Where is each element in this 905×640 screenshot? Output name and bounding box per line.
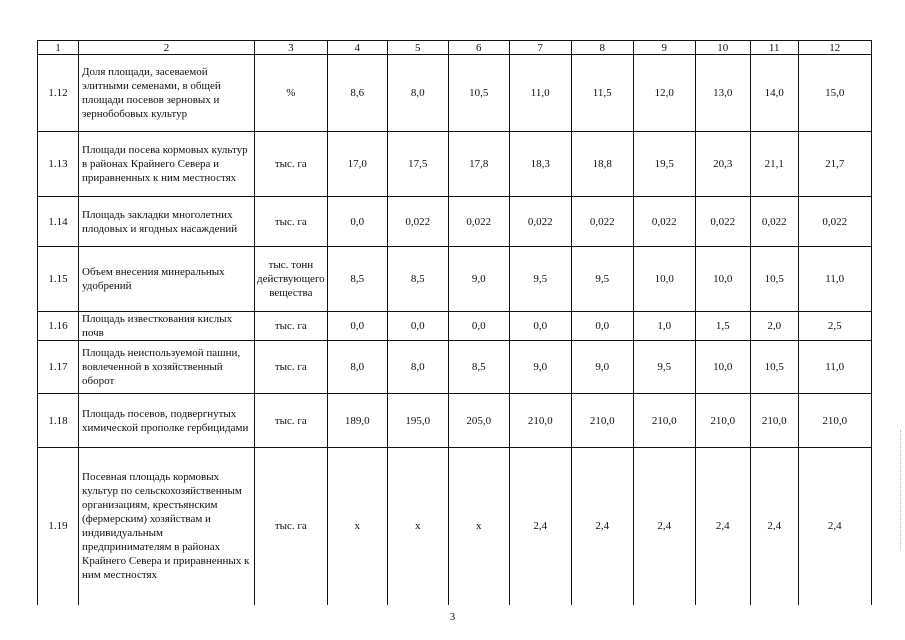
value-cell: 11,0 [798,341,871,394]
unit-cell: тыс. га [255,132,328,197]
value-cell: 210,0 [750,394,798,448]
column-number-row [38,41,872,55]
value-cell: 2,5 [798,312,871,341]
value-cell: 10,0 [633,247,695,312]
value-cell: 210,0 [571,394,633,448]
value-cell: 210,0 [695,394,750,448]
indicator-name: Объем внесения минеральных удобрений [79,247,255,312]
table-row [38,341,872,394]
value-cell: 10,0 [695,341,750,394]
value-cell: 195,0 [387,394,448,448]
row-number: 1.13 [38,132,79,197]
value-cell: 0,022 [571,197,633,247]
unit-cell: тыс. га [255,448,328,605]
value-cell: 0,0 [571,312,633,341]
value-cell: 1,0 [633,312,695,341]
table-row [38,132,872,197]
row-number: 1.18 [38,394,79,448]
value-cell: 8,0 [327,341,387,394]
value-cell: 210,0 [798,394,871,448]
value-cell: 1,5 [695,312,750,341]
value-cell: 0,0 [327,312,387,341]
value-cell: 9,5 [633,341,695,394]
value-cell: 0,022 [387,197,448,247]
column-number: 4 [327,41,387,55]
table-row [38,55,872,132]
value-cell: 0,022 [633,197,695,247]
value-cell: 210,0 [509,394,571,448]
value-cell: 12,0 [633,55,695,132]
unit-cell: тыс. га [255,394,328,448]
value-cell: 0,022 [695,197,750,247]
value-cell: 205,0 [448,394,509,448]
table-row [38,247,872,312]
value-cell: 210,0 [633,394,695,448]
value-cell: 2,4 [695,448,750,605]
value-cell: 0,022 [509,197,571,247]
indicator-name: Площадь посевов, подвергнутых химической прополке гербицидами [79,394,255,448]
row-number: 1.19 [38,448,79,605]
column-number: 7 [509,41,571,55]
value-cell: 10,0 [695,247,750,312]
value-cell: 0,0 [509,312,571,341]
value-cell: 14,0 [750,55,798,132]
value-cell: 10,5 [750,341,798,394]
table-row [38,394,872,448]
value-cell: 20,3 [695,132,750,197]
value-cell: 9,0 [509,341,571,394]
column-number: 5 [387,41,448,55]
value-cell: х [387,448,448,605]
value-cell: 15,0 [798,55,871,132]
table-row [38,197,872,247]
column-number: 10 [695,41,750,55]
indicator-name: Доля площади, засеваемой элитными семенами, в общей площади посевов зерновых и зернобобовых культур [79,55,255,132]
row-number: 1.15 [38,247,79,312]
value-cell: 2,4 [571,448,633,605]
value-cell: 21,1 [750,132,798,197]
indicator-name: Площадь известкования кислых почв [79,312,255,341]
column-number: 11 [750,41,798,55]
value-cell: 13,0 [695,55,750,132]
value-cell: 2,0 [750,312,798,341]
value-cell: 2,4 [798,448,871,605]
value-cell: 10,5 [750,247,798,312]
table-row [38,448,872,605]
value-cell: 17,5 [387,132,448,197]
value-cell: 11,5 [571,55,633,132]
value-cell: 11,0 [798,247,871,312]
value-cell: х [448,448,509,605]
value-cell: 19,5 [633,132,695,197]
column-number: 2 [79,41,255,55]
indicators-table [37,40,872,605]
unit-cell: тыс. тонн действующего вещества [255,247,328,312]
value-cell: 0,0 [448,312,509,341]
value-cell: 9,0 [448,247,509,312]
value-cell: 18,3 [509,132,571,197]
value-cell: 0,022 [448,197,509,247]
indicator-name: Площадь неиспользуемой пашни, вовлеченной в хозяйственный оборот [79,341,255,394]
value-cell: 189,0 [327,394,387,448]
row-number: 1.14 [38,197,79,247]
value-cell: 0,0 [327,197,387,247]
unit-cell: тыс. га [255,341,328,394]
value-cell: 8,6 [327,55,387,132]
page-number: 3 [449,611,456,623]
value-cell: 21,7 [798,132,871,197]
value-cell: 0,022 [750,197,798,247]
value-cell: 8,0 [387,55,448,132]
indicator-name: Площади посева кормовых культур в районах Крайнего Севера и приравненных к ним местностях [79,132,255,197]
value-cell: 17,0 [327,132,387,197]
value-cell: 8,5 [387,247,448,312]
value-cell: х [327,448,387,605]
value-cell: 2,4 [633,448,695,605]
row-number: 1.12 [38,55,79,132]
column-number: 1 [38,41,79,55]
column-number: 9 [633,41,695,55]
value-cell: 9,5 [571,247,633,312]
indicator-name: Площадь закладки многолетних плодовых и ягодных насаждений [79,197,255,247]
row-number: 1.16 [38,312,79,341]
column-number: 8 [571,41,633,55]
value-cell: 9,0 [571,341,633,394]
value-cell: 9,5 [509,247,571,312]
column-number: 3 [255,41,328,55]
value-cell: 18,8 [571,132,633,197]
column-number: 12 [798,41,871,55]
unit-cell: % [255,55,328,132]
unit-cell: тыс. га [255,197,328,247]
row-number: 1.17 [38,341,79,394]
column-number: 6 [448,41,509,55]
value-cell: 2,4 [509,448,571,605]
table-row [38,312,872,341]
value-cell: 8,0 [387,341,448,394]
value-cell: 11,0 [509,55,571,132]
value-cell: 0,0 [387,312,448,341]
value-cell: 8,5 [448,341,509,394]
scan-edge-mark [900,430,902,550]
value-cell: 17,8 [448,132,509,197]
value-cell: 10,5 [448,55,509,132]
value-cell: 8,5 [327,247,387,312]
unit-cell: тыс. га [255,312,328,341]
value-cell: 0,022 [798,197,871,247]
indicator-name: Посевная площадь кормовых культур по сельскохозяйственным организациям, крестьянским (фермерским) хозяйствам и индивидуальным предпринимателям в районах Крайнего Севера и приравненных к ним местностях [79,448,255,605]
value-cell: 2,4 [750,448,798,605]
